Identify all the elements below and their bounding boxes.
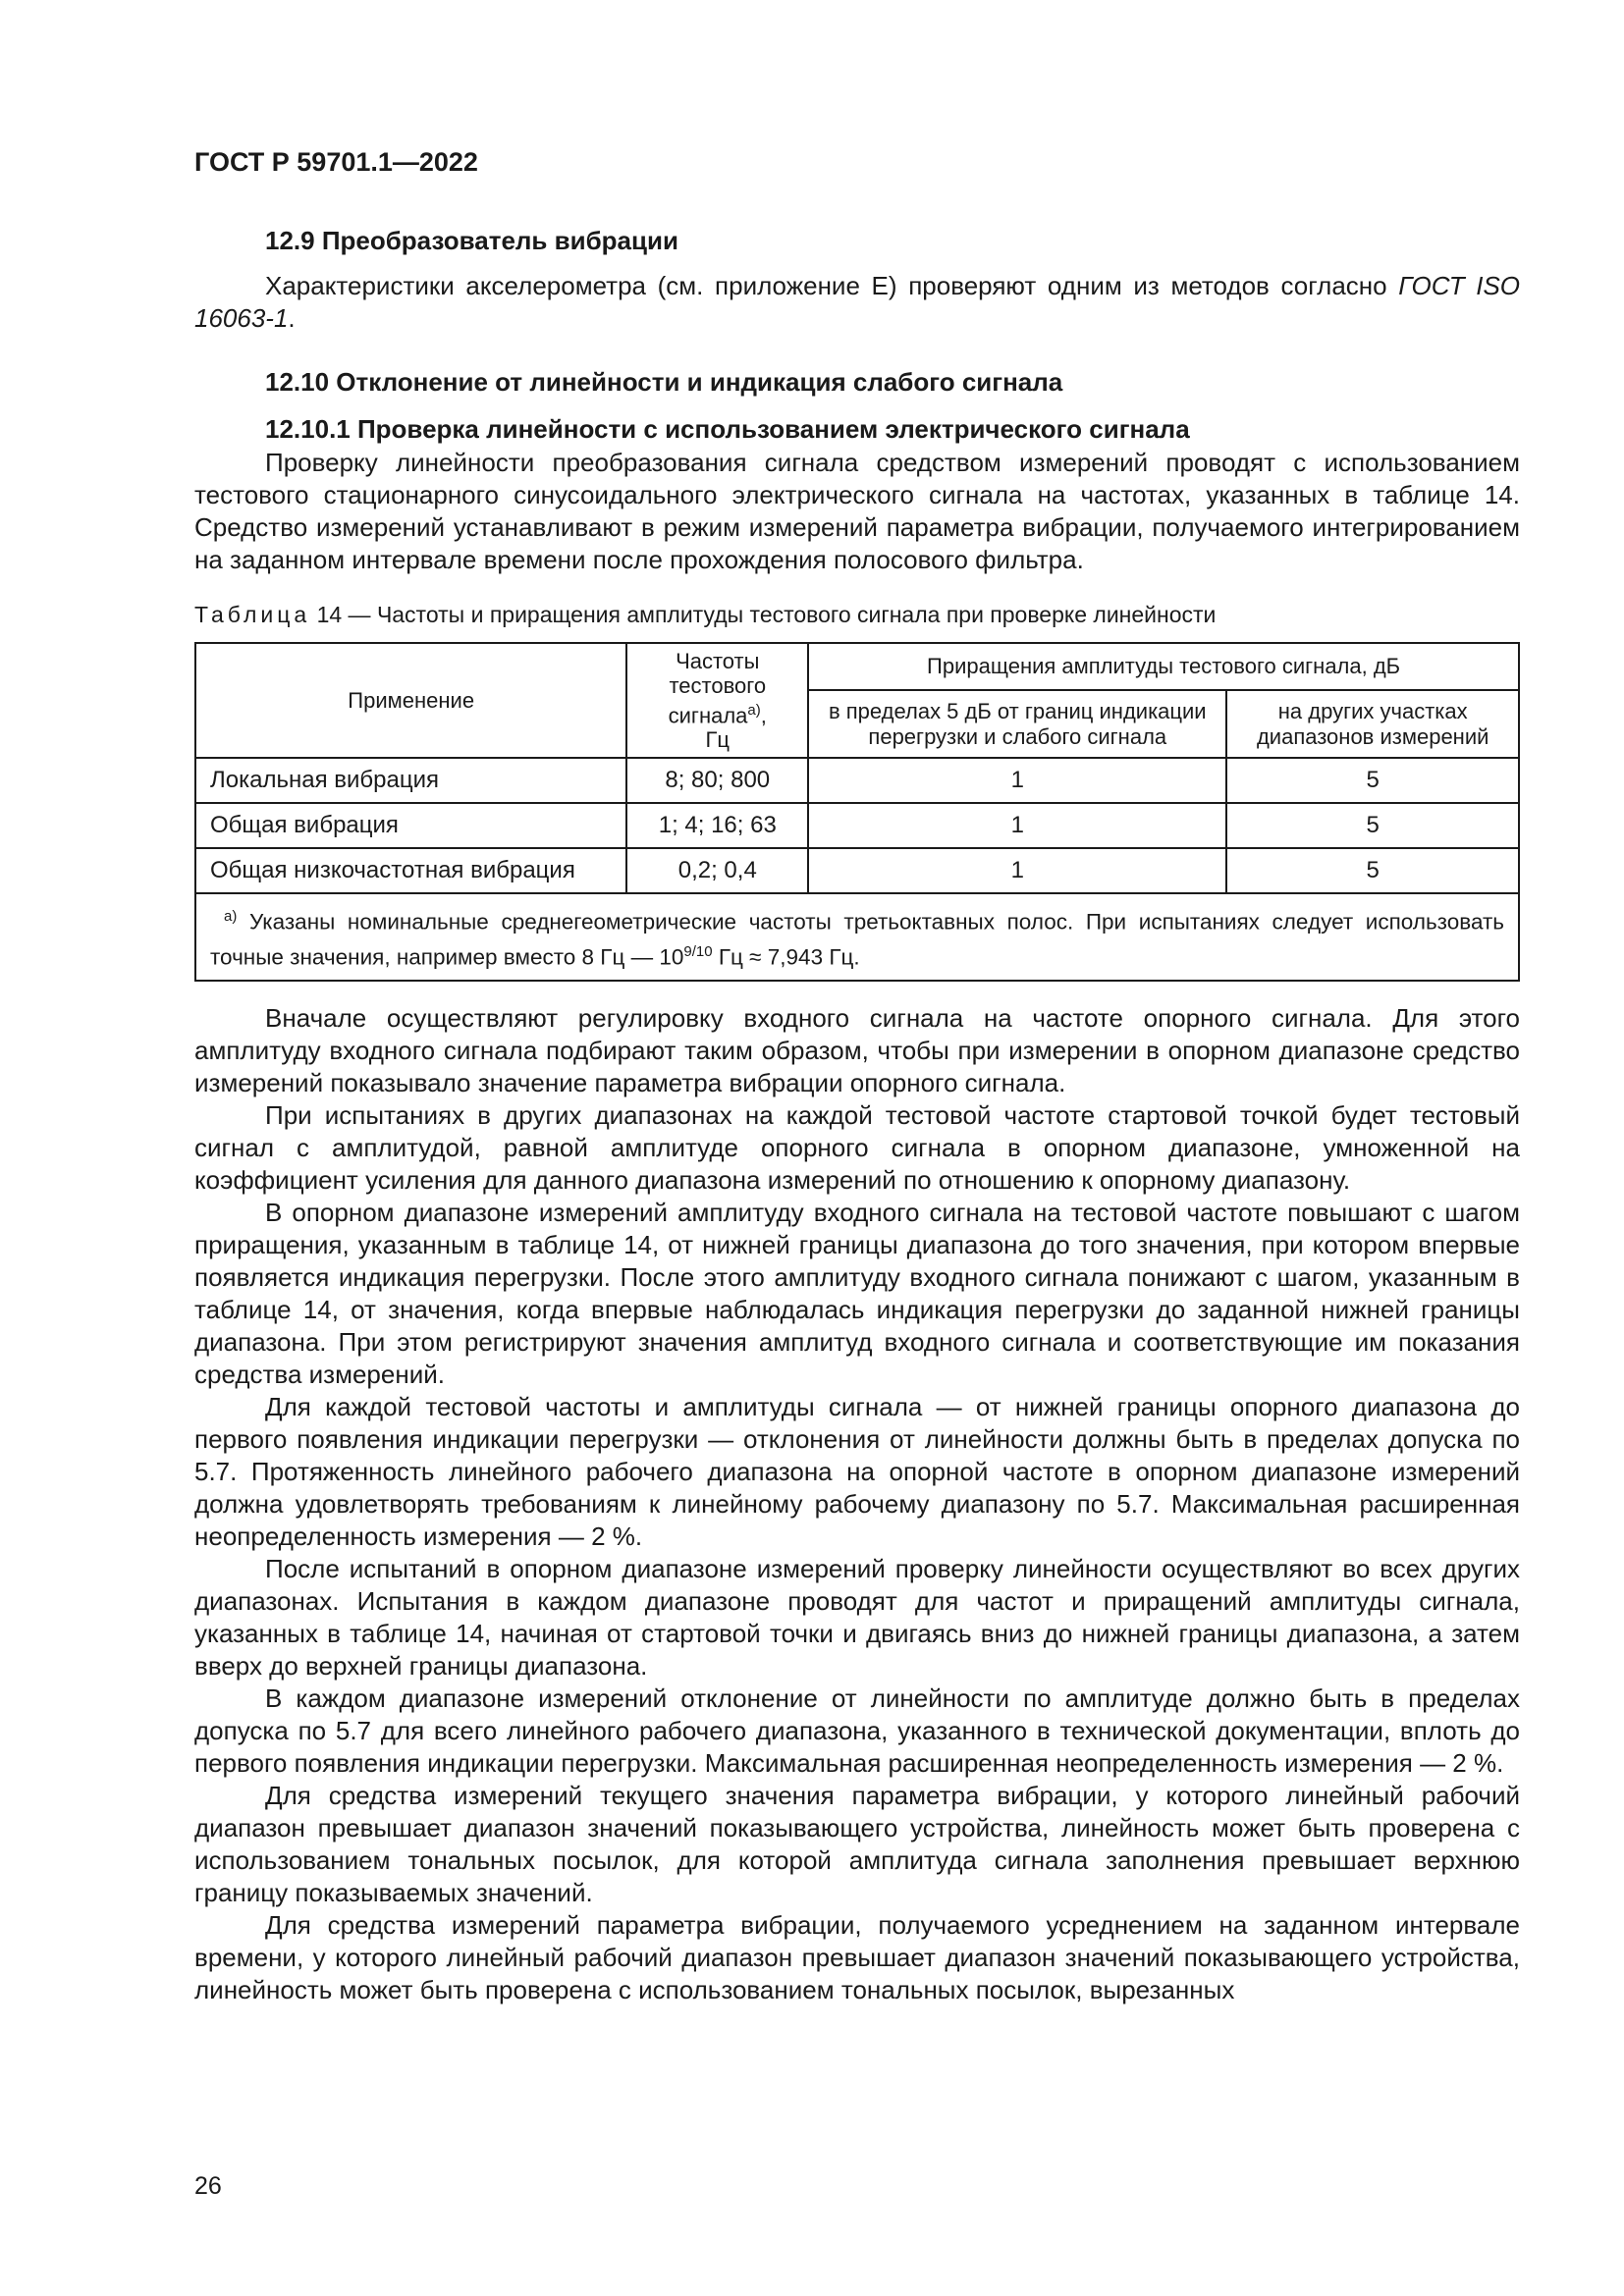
document-header: ГОСТ Р 59701.1—2022: [194, 147, 478, 177]
header-text: ,: [760, 703, 767, 728]
paragraph: Для средства измерений текущего значения параметра вибрации, у которого линейный рабочий диапазон превышает диапазон значений показывающего устройства, линейность может быть проверена с использованием тональных посылок, для которой амплитуда сигнала заполнения превышает верхнюю границу показываемых значений.: [194, 1781, 1520, 1907]
paragraph: Для каждой тестовой частоты и амплитуды сигнала — от нижней границы опорного диапазона до первого появления индикации перегрузки — отклонения от линейности должны быть в пределах допуска по 5.7. Протяженность линейного рабочего диапазона на опорной частоте в опорном диапазоне измерений должна удовлетворять требованиям к линейному рабочему диапазону по 5.7. Максимальная расширенная неопределенность измерения — 2 %.: [194, 1392, 1520, 1551]
unit-label: Гц: [705, 727, 731, 753]
column-subheader: в пределах 5 дБ от границ индикации перегрузки и слабого сигнала: [808, 690, 1226, 758]
table-row: [195, 848, 1519, 893]
column-header: Применение: [195, 643, 626, 758]
table-cell: 1: [808, 803, 1226, 848]
paragraph: В каждом диапазоне измерений отклонение от линейности по амплитуде должно быть в пределах допуска по 5.7 для всего линейного рабочего диапазона, указанного в технической документации, вплоть до первого появления индикации перегрузки. Максимальная расширенная неопределенность измерения — 2 %.: [194, 1683, 1520, 1778]
section-heading: 12.9 Преобразователь вибрации: [265, 226, 678, 255]
table-cell: Общая низкочастотная вибрация: [195, 848, 626, 893]
table-cell: 5: [1226, 758, 1519, 803]
table-row: [195, 758, 1519, 803]
table-cell: 8; 80; 800: [626, 758, 808, 803]
caption-text: 14 — Частоты и приращения амплитуды тестового сигнала при проверке линейности: [310, 602, 1217, 627]
text: Характеристики акселерометра (см. приложение Е) проверяют одним из методов согласно: [265, 271, 1399, 300]
standard-reference: ГОСТ ISO 16063-1: [194, 271, 1521, 333]
column-header: Приращения амплитуды тестового сигнала, дБ: [808, 643, 1519, 690]
table-cell: 1; 4; 16; 63: [626, 803, 808, 848]
table-cell: 5: [1226, 803, 1519, 848]
footnote-mark: а): [747, 701, 761, 719]
footnote-text: Указаны номинальные среднегеометрические частоты третьоктавных полос. При испытаниях следует использовать точные значения, например вместо 8 Гц — 10: [210, 909, 1504, 969]
column-subheader: на других участках диапазонов измерений: [1226, 690, 1519, 758]
section-12-9: [194, 226, 1520, 335]
table-cell: 5: [1226, 848, 1519, 893]
paragraph: [194, 270, 1520, 335]
exponent: 9/10: [683, 942, 713, 960]
paragraph: Для средства измерений параметра вибрации, получаемого усреднением на заданном интервале времени, у которого линейный рабочий диапазон превышает диапазон значений показывающего устройства, линейность может быть проверена с использованием тональных посылок, вырезанных: [194, 1910, 1520, 2004]
paragraph: Вначале осуществляют регулировку входного сигнала на частоте опорного сигнала. Для этого амплитуду входного сигнала подбирают таким образом, чтобы при измерении в опорном диапазоне средство измерений показывало значение параметра вибрации опорного сигнала.: [194, 1003, 1520, 1097]
section-heading: 12.10.1 Проверка линейности с использованием электрического сигнала: [265, 414, 1190, 444]
data-table: [194, 642, 1520, 982]
section-12-10-1: [194, 414, 1520, 576]
section-heading: 12.10 Отклонение от линейности и индикация слабого сигнала: [265, 367, 1063, 397]
paragraph: При испытаниях в других диапазонах на каждой тестовой частоте стартовой точкой будет тестовый сигнал с амплитудой, равной амплитуде опорного сигнала в опорном диапазоне, умноженной на коэффициент усиления для данного диапазона измерений по отношению к опорному диапазону.: [194, 1100, 1520, 1195]
table-caption: [194, 602, 1216, 628]
footnote-mark: а): [224, 908, 238, 925]
page-number: 26: [194, 2172, 222, 2200]
caption-label: Таблица: [194, 602, 311, 627]
body-text: [194, 1002, 1520, 2006]
footnote-text: Гц ≈ 7,943 Гц.: [712, 944, 860, 969]
paragraph: После испытаний в опорном диапазоне измерений проверку линейности осуществляют во всех других диапазонах. Испытания в каждом диапазоне проводят для частот и приращений амплитуды сигнала, указанных в таблице 14, начиная от стартовой точки и двигаясь вниз до нижней границы диапазона, а затем вверх до верхней границы диапазона.: [194, 1554, 1520, 1681]
table-cell: Общая вибрация: [195, 803, 626, 848]
paragraph: В опорном диапазоне измерений амплитуду входного сигнала на тестовой частоте повышают с шагом приращения, указанным в таблице 14, от нижней границы диапазона до того значения, при котором впервые появляется индикация перегрузки. После этого амплитуду входного сигнала понижают с шагом, указанным в таблице 14, от значения, когда впервые наблюдалась индикация перегрузки до заданной нижней границы диапазона. При этом регистрируют значения амплитуд входного сигнала и соответствующие им показания средства измерений.: [194, 1198, 1520, 1389]
header-text: Частоты тестового сигнала: [668, 648, 767, 728]
column-header: [626, 643, 808, 758]
paragraph: Проверку линейности преобразования сигнала средством измерений проводят с использованием тестового стационарного синусоидального электрического сигнала на частотах, указанных в таблице 14. Средство измерений устанавливают в режим измерений параметра вибрации, получаемого интегрированием на заданном интервале времени после прохождения полосового фильтра.: [194, 448, 1520, 574]
table-cell: 0,2; 0,4: [626, 848, 808, 893]
table-footnote: [195, 893, 1519, 981]
table-cell: 1: [808, 848, 1226, 893]
table-row: [195, 803, 1519, 848]
table-cell: Локальная вибрация: [195, 758, 626, 803]
text: .: [288, 303, 296, 333]
table-cell: 1: [808, 758, 1226, 803]
